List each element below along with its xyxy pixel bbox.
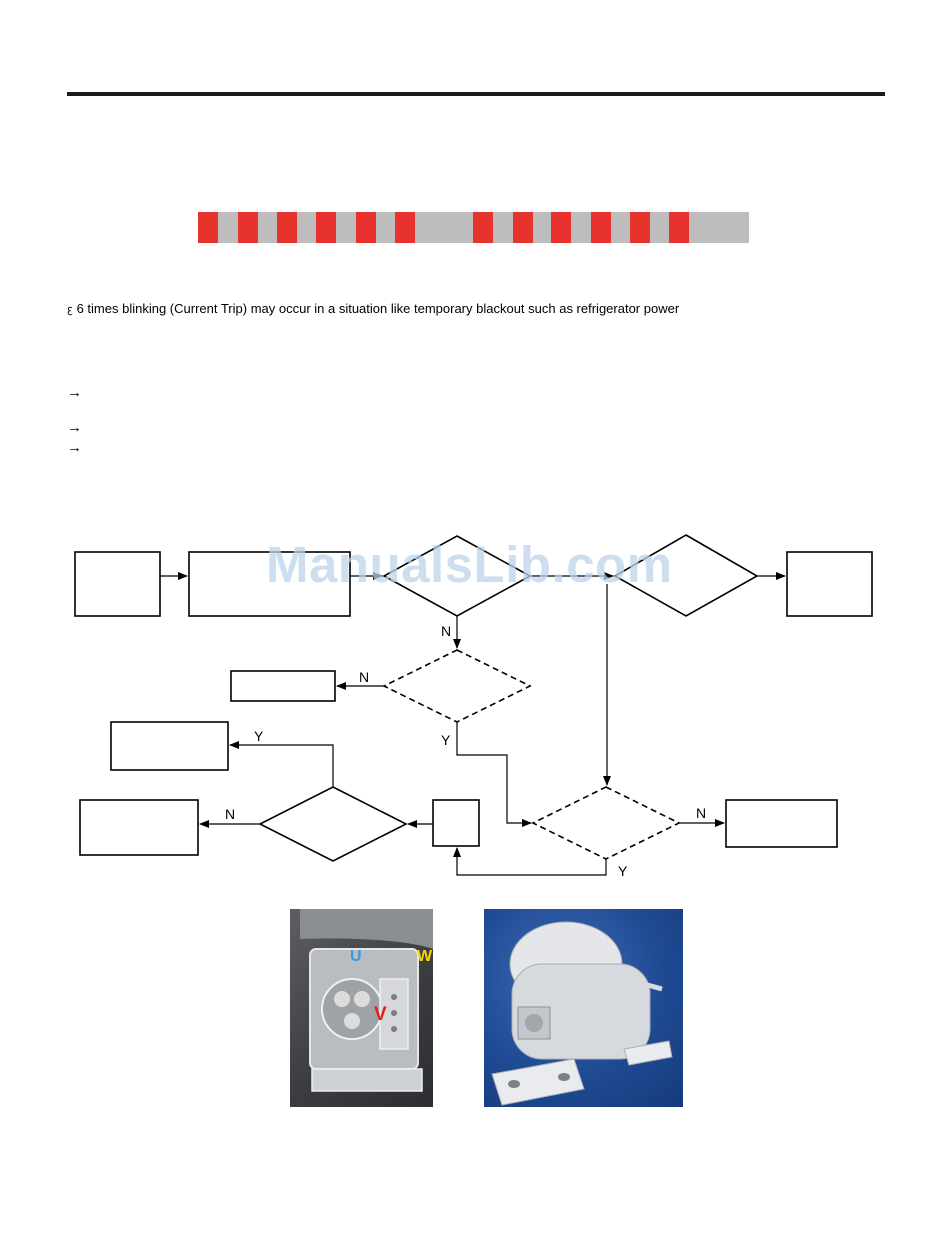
flow-arrow [457, 848, 606, 875]
flow-label-n: N [441, 623, 452, 639]
blink-segment [669, 212, 689, 243]
flow-label-y: Y [618, 863, 628, 879]
current-trip-note [67, 301, 679, 316]
blink-segment [198, 212, 218, 243]
flow-decision-5 [533, 787, 679, 859]
flow-label-y: Y [441, 732, 451, 748]
blink-segment [513, 212, 533, 243]
flow-box-upper-left [111, 722, 228, 770]
compressor-terminal-photo [290, 909, 433, 1107]
blink-segment [356, 212, 376, 243]
bullet-arrow: → [67, 384, 82, 401]
flow-box-narrow [433, 800, 479, 846]
flow-label-n: N [225, 806, 236, 822]
flow-box-lower-left [80, 800, 198, 855]
terminal-label-v: V [374, 1004, 387, 1025]
blink-segment [238, 212, 258, 243]
blink-segment [591, 212, 611, 243]
terminal-label-u: U [350, 948, 362, 965]
flow-box-right [726, 800, 837, 847]
blink-pattern-bar [198, 212, 749, 243]
flow-decision-3 [384, 650, 530, 722]
blink-segment [277, 212, 297, 243]
bullet-arrow: → [67, 439, 82, 456]
compressor-photo [484, 909, 683, 1107]
blink-segment [395, 212, 415, 243]
terminal-drawing [290, 909, 433, 1107]
blink-segment [316, 212, 336, 243]
flow-decision-4 [260, 787, 406, 861]
header-rule [67, 92, 885, 96]
flow-arrow [457, 722, 531, 823]
blink-segment [473, 212, 493, 243]
flow-box-start [75, 552, 160, 616]
compressor-drawing [484, 909, 683, 1107]
flow-arrow [230, 745, 333, 787]
flow-label-n: N [696, 805, 707, 821]
watermark: ManualsLib.com [266, 536, 673, 593]
bullet-arrow: → [67, 419, 82, 436]
note-text: 6 times blinking (Current Trip) may occur in a situation like temporary blackout such as refrigerator power [76, 301, 680, 316]
flow-box-end [787, 552, 872, 616]
terminal-label-w: W [417, 948, 433, 965]
flow-box-small [231, 671, 335, 701]
flow-label-y: Y [254, 728, 264, 744]
note-symbol: ꜫ [67, 304, 73, 316]
flow-label-n: N [359, 669, 370, 685]
blink-segment [630, 212, 650, 243]
blink-segment [551, 212, 571, 243]
